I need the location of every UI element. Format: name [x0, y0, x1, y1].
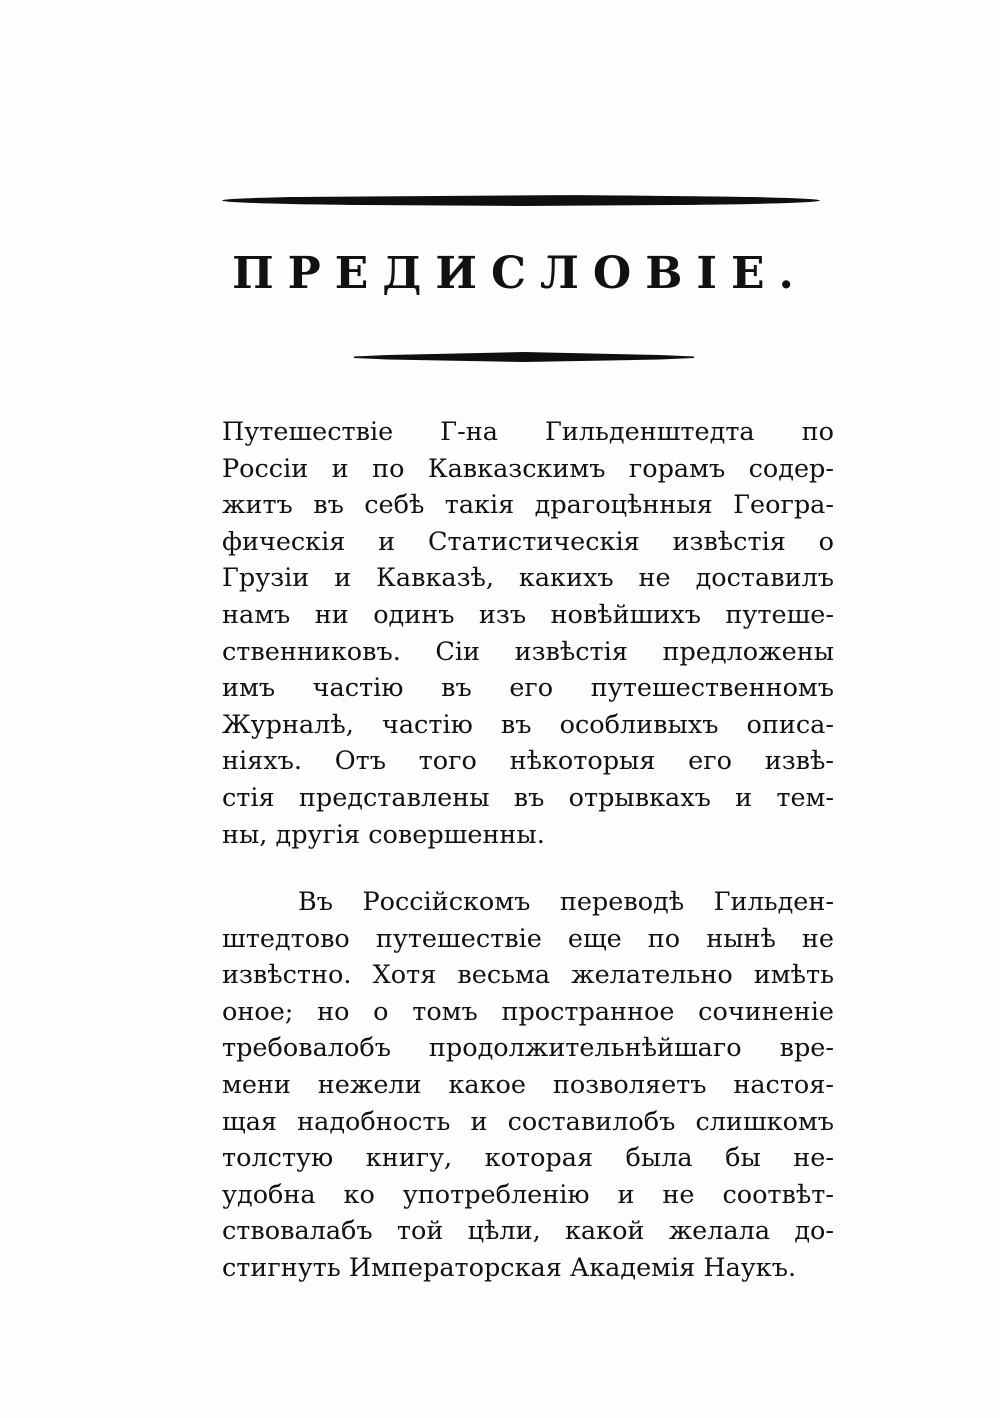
page-title: ПРЕДИСЛОВІЕ.: [232, 248, 808, 299]
paragraph-line: Въ Россійскомъ переводѣ Гильден-: [298, 887, 834, 917]
paragraph-line: оное; но о томъ пространное сочиненіе: [222, 996, 834, 1027]
paragraph-2: [222, 884, 834, 1287]
paragraph-1: [222, 414, 834, 853]
paragraph-line: требовалобъ продолжительнѣйшаго вре-: [222, 1033, 834, 1064]
paragraph-line: ніяхъ. Отъ того нѣкоторыя его извѣ-: [222, 746, 834, 777]
paragraph-line: Путешествіе Г-на Гильденштедта по: [222, 417, 834, 447]
paragraph-line: стія представлены въ отрывкахъ и тем-: [222, 782, 834, 813]
paragraph-line: стигнуть Императорская Академія Наукъ.: [222, 1252, 797, 1283]
paragraph-line: Журналѣ, частію въ особливыхъ описа-: [222, 709, 834, 740]
paragraph-line: щая надобность и составилобъ слишкомъ: [222, 1106, 834, 1137]
paragraph-line: удобна ко употребленію и не соотвѣт-: [222, 1179, 834, 1210]
paragraph-line: намъ ни одинъ изъ новѣйшихъ путеше-: [222, 599, 834, 630]
paragraph-line: толстую книгу, которая была бы не-: [222, 1143, 834, 1174]
paragraph-line: Россіи и по Кавказскимъ горамъ содер-: [222, 453, 834, 484]
paragraph-line: житъ въ себѣ такія драгоцѣнныя Геогра-: [222, 490, 834, 521]
paragraph-line: Грузіи и Кавказѣ, какихъ не доставилъ: [222, 563, 834, 594]
title-ornamental-rule: [354, 352, 694, 362]
paragraph-line: ствовалабъ той цѣли, какой желала до-: [222, 1216, 834, 1247]
paragraph-line: фическія и Статистическія извѣстія о: [222, 526, 834, 557]
paragraph-line: имъ частію въ его путешественномъ: [222, 673, 834, 704]
paragraph-line: ны, другія совершенны.: [222, 819, 545, 850]
paragraph-line: извѣстно. Хотя весьма желательно имѣть: [222, 960, 834, 991]
paragraph-line: штедтово путешествіе еще по нынѣ не: [222, 923, 834, 954]
paragraph-line: мени нежели какое позволяетъ настоя-: [222, 1069, 834, 1100]
top-ornamental-rule: [222, 195, 820, 206]
paragraph-line: ственниковъ. Сіи извѣстія предложены: [222, 636, 834, 667]
